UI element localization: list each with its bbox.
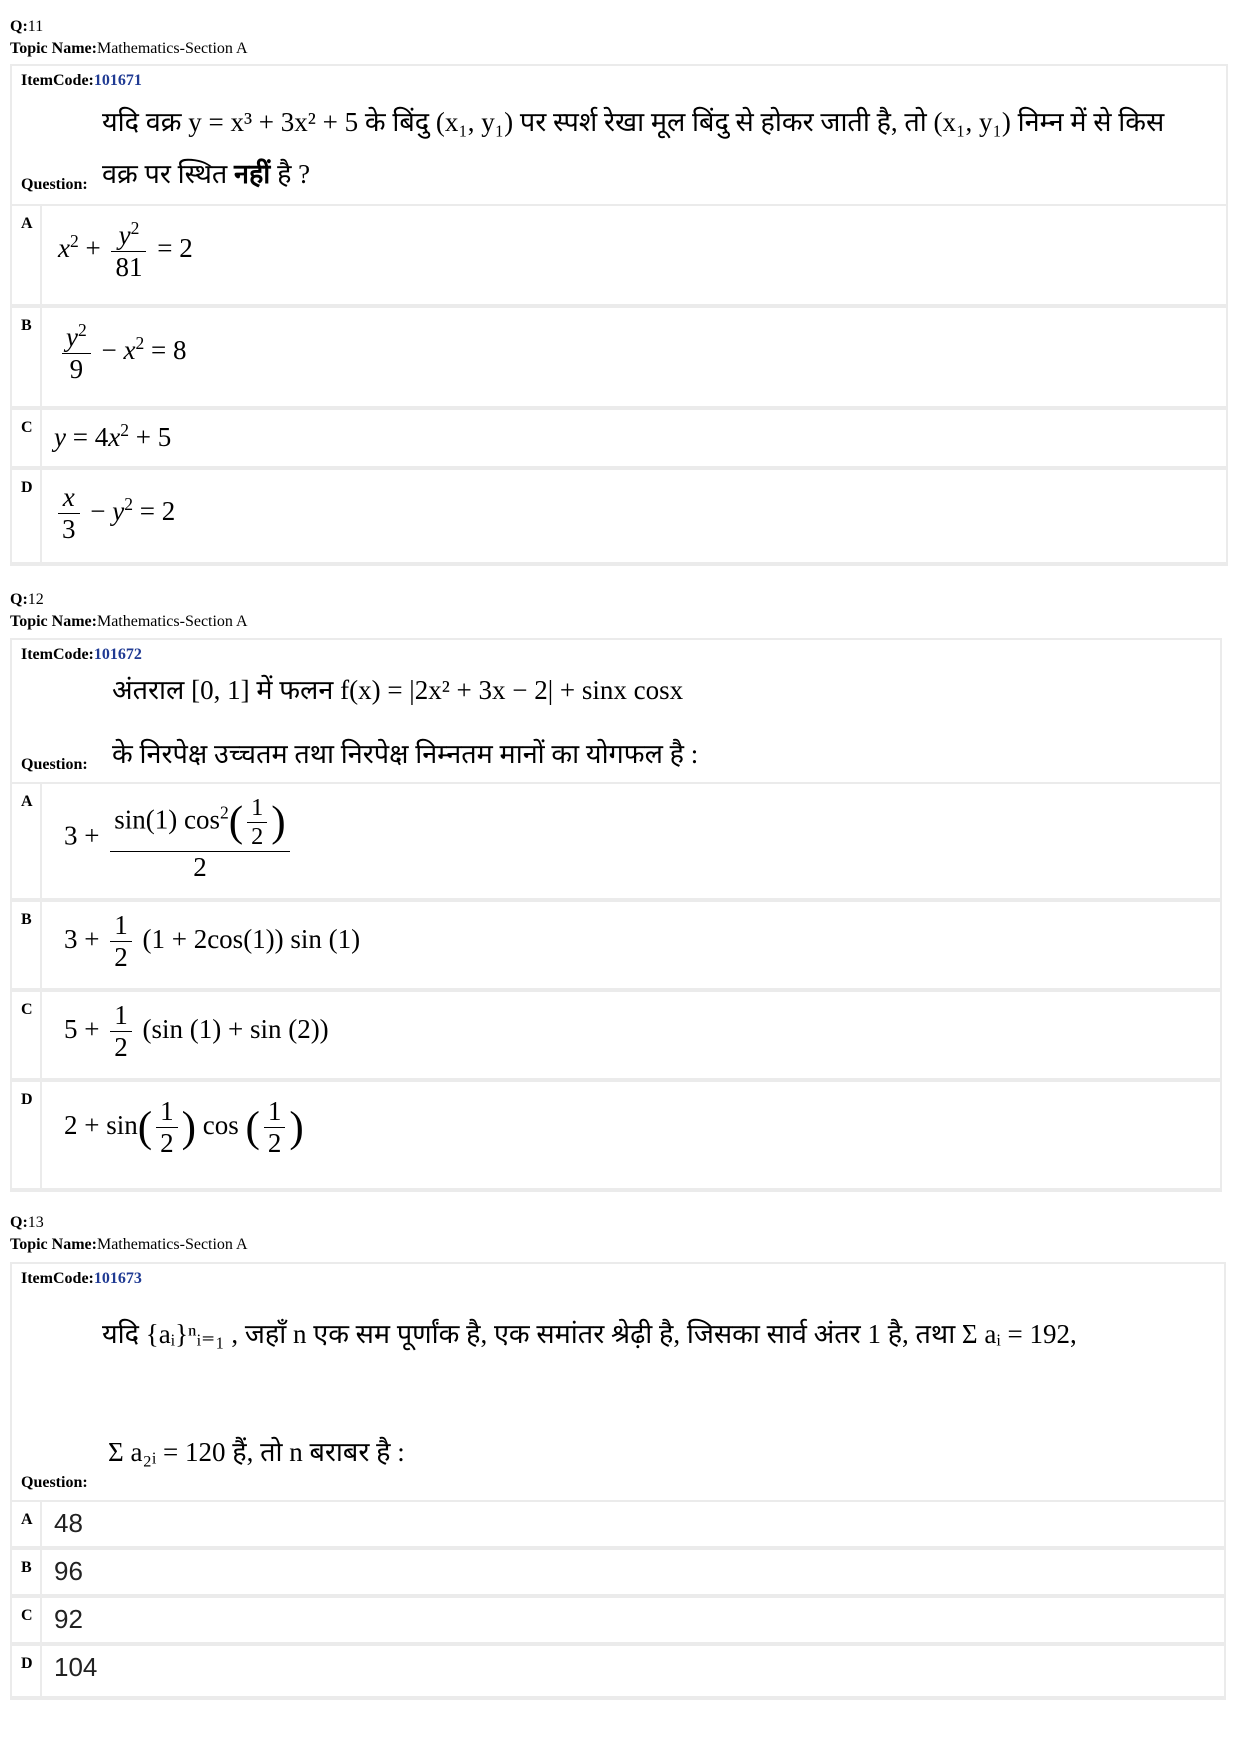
question-text-emphasis: नहीं: [233, 159, 271, 189]
option-body: [42, 410, 1226, 466]
question-cell: [12, 640, 1220, 782]
q-number: 12: [27, 591, 44, 608]
question-header-11: [10, 16, 248, 60]
item-code: [21, 72, 142, 90]
option-letter: B: [12, 308, 40, 406]
option-d[interactable]: [12, 1646, 1224, 1696]
option-body: [42, 308, 1226, 406]
q-label: Q:: [10, 18, 28, 35]
question-label: Question:: [21, 1474, 88, 1491]
option-letter: C: [12, 1598, 40, 1642]
question-panel-13: [10, 1262, 1226, 1700]
q-label: Q:: [10, 1214, 28, 1231]
topic-name: Mathematics-Section A: [96, 613, 248, 630]
topic-label: Topic Name:: [10, 40, 97, 57]
item-code-label: ItemCode:: [21, 1270, 94, 1287]
option-value: 92: [54, 1604, 83, 1634]
question-header-12: [10, 589, 248, 633]
question-cell: [12, 66, 1226, 204]
option-value: 104: [54, 1652, 98, 1682]
option-formula: $\frac{x}{3}$ − $y^2 = 2$: [54, 482, 175, 545]
item-code-value: 101672: [93, 646, 142, 663]
option-formula: $x^2$ + $\frac{y^2}{81}$ = 2: [58, 218, 193, 283]
option-a[interactable]: [12, 784, 1220, 898]
option-a[interactable]: [12, 1502, 1224, 1546]
option-body: [42, 1502, 1224, 1546]
option-body: [42, 1082, 1220, 1188]
option-b[interactable]: [12, 308, 1226, 406]
option-letter: B: [12, 1550, 40, 1594]
question-panel-11: [10, 64, 1228, 566]
option-d[interactable]: [12, 470, 1226, 562]
option-d[interactable]: [12, 1082, 1220, 1188]
option-letter: A: [12, 1502, 40, 1546]
item-code: [21, 646, 142, 664]
option-letter: A: [12, 206, 40, 304]
question-header-13: [10, 1212, 248, 1256]
option-b[interactable]: [12, 902, 1220, 988]
item-code-value: 101671: [93, 72, 142, 89]
option-letter: C: [12, 992, 40, 1078]
option-body: [42, 992, 1220, 1078]
q-label: Q:: [10, 591, 28, 608]
item-code-label: ItemCode:: [21, 646, 94, 663]
option-value: 96: [54, 1556, 83, 1586]
option-letter: D: [12, 470, 40, 562]
option-body: [42, 902, 1220, 988]
topic-name: Mathematics-Section A: [96, 40, 248, 57]
option-c[interactable]: [12, 410, 1226, 466]
topic-label: Topic Name:: [10, 1236, 97, 1253]
option-a[interactable]: [12, 206, 1226, 304]
item-code: [21, 1270, 142, 1288]
option-body: [42, 1598, 1224, 1642]
option-b[interactable]: [12, 1550, 1224, 1594]
option-letter: B: [12, 902, 40, 988]
question-panel-12: [10, 638, 1222, 1192]
question-text-line1: अंतराल [0, 1] में फलन f(x) = |2x² + 3x − 2| + sinx cosx: [112, 675, 684, 705]
option-c[interactable]: [12, 992, 1220, 1078]
q-number: 13: [27, 1214, 44, 1231]
item-code-label: ItemCode:: [21, 72, 94, 89]
option-letter: C: [12, 410, 40, 466]
question-text-line2a: वक्र पर स्थित: [102, 159, 234, 189]
question-text-line2: [102, 156, 310, 192]
question-text-line1: यदि वक्र y = x³ + 3x² + 5 के बिंदु (x₁, y₁) पर स्पर्श रेखा मूल बिंदु से होकर जाती है, तो (x₁, y₁) निम्न में से किस: [102, 107, 1165, 137]
option-formula: 3 + sin(1) $\cos^2$( $\frac{1}{2}$ ) 2: [64, 794, 294, 883]
option-formula: $\frac{y^2}{9}$ − $x^2 = 8$: [58, 320, 186, 385]
option-formula: 5 + $\frac{1}{2}$ (sin (1) + sin (2)): [64, 1000, 329, 1063]
option-c[interactable]: [12, 1598, 1224, 1642]
question-text-line2: के निरपेक्ष उच्चतम तथा निरपेक्ष निम्नतम मानों का योगफल है :: [112, 739, 699, 769]
option-formula: 3 + $\frac{1}{2}$ (1 + 2cos(1)) sin (1): [64, 910, 361, 973]
question-text-line2c: है ?: [270, 159, 311, 189]
question-text-line2: Σ a₂ᵢ = 120 हैं, तो n बराबर है :: [108, 1437, 405, 1467]
q-number: 11: [27, 18, 44, 35]
option-body: [42, 470, 1226, 562]
question-cell: [12, 1264, 1224, 1500]
option-formula: 2 + sin( $\frac{1}{2}$ ) cos ( $\frac{1}{2}$ ): [64, 1096, 304, 1159]
item-code-value: 101673: [93, 1270, 142, 1287]
topic-label: Topic Name:: [10, 613, 97, 630]
topic-name: Mathematics-Section A: [96, 1236, 248, 1253]
option-value: 48: [54, 1508, 83, 1538]
question-label: Question:: [21, 176, 88, 193]
option-letter: A: [12, 784, 40, 898]
option-body: [42, 206, 1226, 304]
option-letter: D: [12, 1646, 40, 1696]
option-body: [42, 1646, 1224, 1696]
option-body: [42, 1550, 1224, 1594]
option-letter: D: [12, 1082, 40, 1188]
question-label: Question:: [21, 756, 88, 773]
question-text-line1: यदि {aᵢ}ⁿᵢ₌₁ , जहाँ n एक सम पूर्णांक है, एक समांतर श्रेढ़ी है, जिसका सार्व अंतर 1 है, तथा Σ aᵢ = 192,: [102, 1319, 1077, 1349]
option-formula: $y = 4x^2 + 5$: [54, 420, 172, 452]
option-body: [42, 784, 1220, 898]
